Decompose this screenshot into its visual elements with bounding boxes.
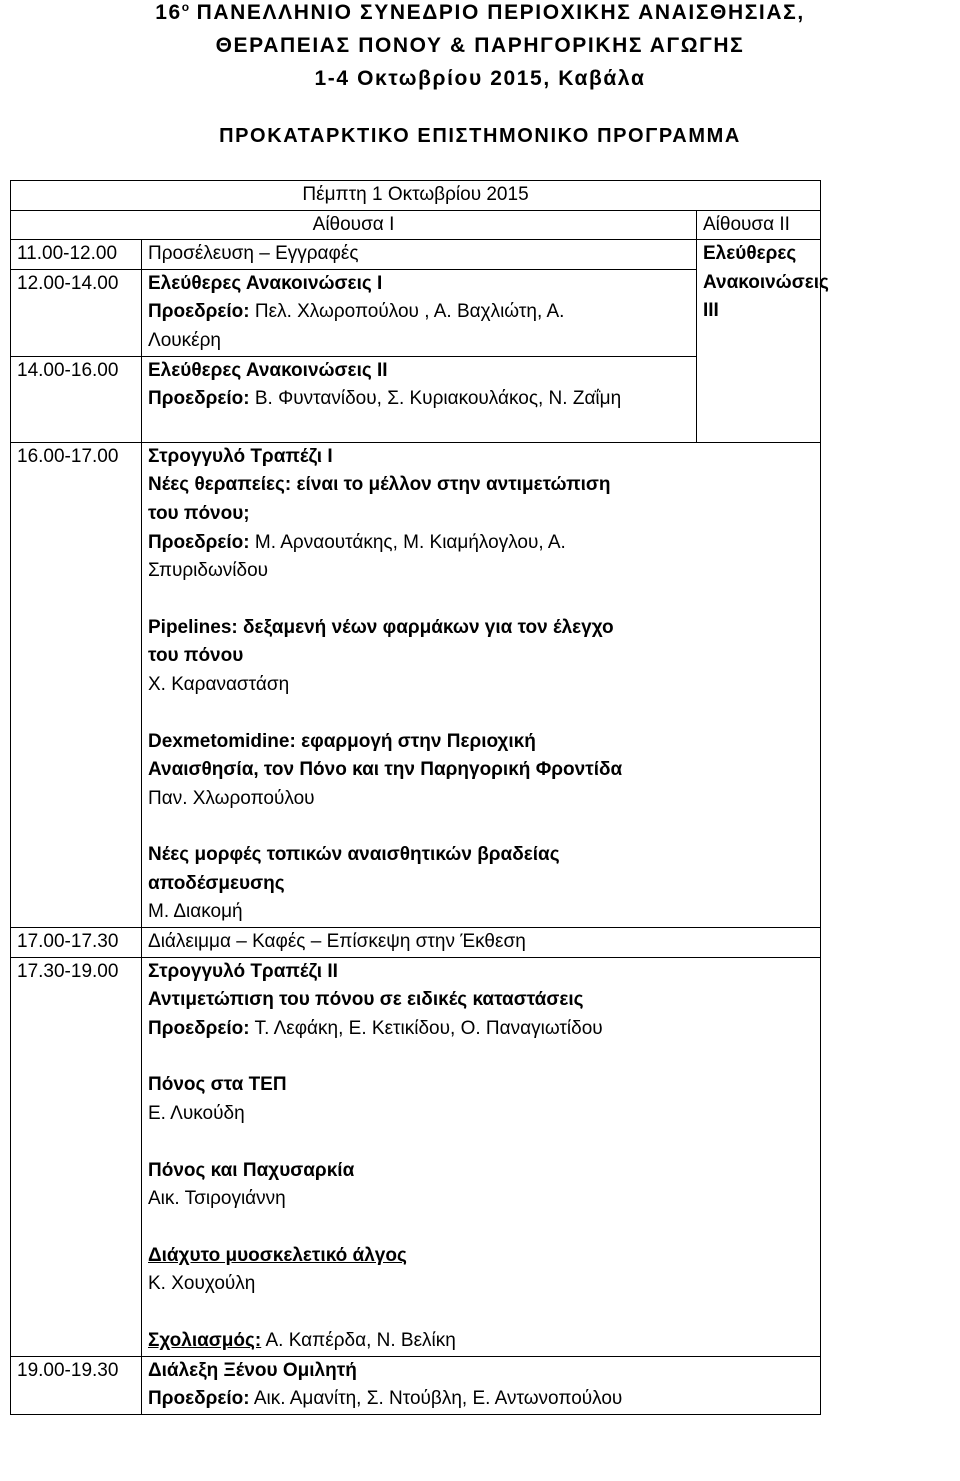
session-chairs-cont: Σπυριδωνίδου <box>148 560 269 582</box>
talk-title: Πόνος στα ΤΕΠ <box>148 1074 287 1096</box>
session-title: Διάλειμμα – Καφές – Επίσκεψη στην Έκθεση <box>142 928 821 958</box>
conference-title-line2: ΘΕΡΑΠΕΙΑΣ ΠΟΝΟΥ & ΠΑΡΗΓΟΡΙΚΗΣ ΑΓΩΓΗΣ <box>215 34 745 57</box>
session-title: Ελεύθερες Ανακοινώσεις ΙΙ <box>148 359 388 381</box>
session-row <box>11 957 821 1356</box>
session-title: Στρογγυλό Τραπέζι Ι <box>148 445 333 467</box>
session-time: 16.00-17.00 <box>11 442 142 927</box>
session-row <box>11 928 821 958</box>
program-table <box>10 180 829 1415</box>
talk-title: Dexmetomidine: εφαρμογή στην Περιοχική <box>148 730 536 752</box>
session-chairs: Προεδρείο: Αικ. Αμανίτη, Σ. Ντούβλη, Ε. Αντωνοπούλου <box>148 1388 623 1410</box>
session-topic: Αντιμετώπιση του πόνου σε ειδικές καταστάσεις <box>148 989 584 1011</box>
room2-heading: Αίθουσα ΙΙ <box>697 210 821 240</box>
session-time: 14.00-16.00 <box>11 356 142 442</box>
session-chairs: Προεδρείο: Πελ. Χλωροπούλου , Α. Βαχλιώτη, Α. <box>148 301 565 323</box>
room1-heading: Αίθουσα Ι <box>11 210 697 240</box>
session-chairs-cont: Λουκέρη <box>148 329 221 351</box>
session-details <box>142 1356 821 1414</box>
session-row <box>11 442 821 927</box>
day-row <box>11 181 821 211</box>
talk-title: Διάχυτο μυοσκελετικό άλγος <box>148 1244 407 1266</box>
talk-title-cont: Αναισθησία, τον Πόνο και την Παρηγορική Φροντίδα <box>148 759 623 781</box>
session-title: Ελεύθερες Ανακοινώσεις Ι <box>148 272 383 294</box>
room2-session-line1: Ελεύθερες <box>703 243 797 265</box>
session-chairs: Προεδρείο: Τ. Λεφάκη, Ε. Κετικίδου, Ο. Παναγιωτίδου <box>148 1017 603 1039</box>
session-details <box>142 269 697 356</box>
room2-session-line2: Ανακοινώσεις ΙΙΙ <box>703 271 829 322</box>
session-topic: Νέες θεραπείες: είναι το μέλλον στην αντιμετώπιση <box>148 474 611 496</box>
talk-speaker: Κ. Χουχούλη <box>148 1273 256 1295</box>
session-time: 17.00-17.30 <box>11 928 142 958</box>
session-title: Προσέλευση – Εγγραφές <box>142 240 697 270</box>
session-chairs: Προεδρείο: Β. Φυντανίδου, Σ. Κυριακουλάκος, Ν. Ζαΐμη <box>148 388 622 410</box>
session-time: 19.00-19.30 <box>11 1356 142 1414</box>
talk-speaker: Μ. Διακομή <box>148 901 243 923</box>
room-header-row <box>11 210 821 240</box>
session-title: Διάλεξη Ξένου Ομιλητή <box>148 1359 357 1381</box>
session-chairs: Προεδρείο: Μ. Αρναουτάκης, Μ. Κιαμήλογλου, Α. <box>148 531 566 553</box>
talk-title: Pipelines: δεξαμενή νέων φαρμάκων για τον έλεγχο <box>148 616 614 638</box>
conference-title-line1: $16^o$ ΠΑΝΕΛΛΗΝΙΟ ΣΥΝΕΔΡΙΟ ΠΕΡΙΟΧΙΚΗΣ ΑΝΑΙΣΘΗΣΙΑΣ, <box>155 0 805 24</box>
session-row <box>11 240 821 270</box>
talk-speaker: Ε. Λυκούδη <box>148 1103 245 1125</box>
program-title: ΠΡΟΚΑΤΑΡΚΤΙΚΟ ΕΠΙΣΤΗΜΟΝΙΚΟ ΠΡΟΓΡΑΜΜΑ <box>219 125 741 147</box>
session-time: 17.30-19.00 <box>11 957 142 1356</box>
session-time: 12.00-14.00 <box>11 269 142 356</box>
talk-title: Πόνος και Παχυσαρκία <box>148 1159 355 1181</box>
session-details <box>142 356 697 442</box>
talk-title: Νέες μορφές τοπικών αναισθητικών βραδείας <box>148 844 560 866</box>
session-commentary: Σχολιασμός: Α. Καπέρδα, Ν. Βελίκη <box>148 1330 456 1351</box>
session-time: 11.00-12.00 <box>11 240 142 270</box>
talk-title-cont: του πόνου <box>148 645 244 667</box>
day-heading: Πέμπτη 1 Οκτωβρίου 2015 <box>11 181 821 211</box>
conference-dates: 1-4 Οκτωβρίου 2015, Καβάλα <box>314 67 646 90</box>
talk-speaker: Παν. Χλωροπούλου <box>148 787 315 809</box>
session-details <box>142 442 821 927</box>
talk-speaker: Αικ. Τσιρογιάννη <box>148 1188 286 1210</box>
session-row <box>11 1356 821 1414</box>
talk-title-cont: αποδέσμευσης <box>148 872 285 894</box>
session-topic-cont: του πόνου; <box>148 502 250 524</box>
talk-speaker: Χ. Καραναστάση <box>148 673 290 695</box>
session-title: Στρογγυλό Τραπέζι ΙΙ <box>148 960 338 982</box>
session-details <box>142 957 821 1356</box>
room2-session <box>697 240 829 443</box>
